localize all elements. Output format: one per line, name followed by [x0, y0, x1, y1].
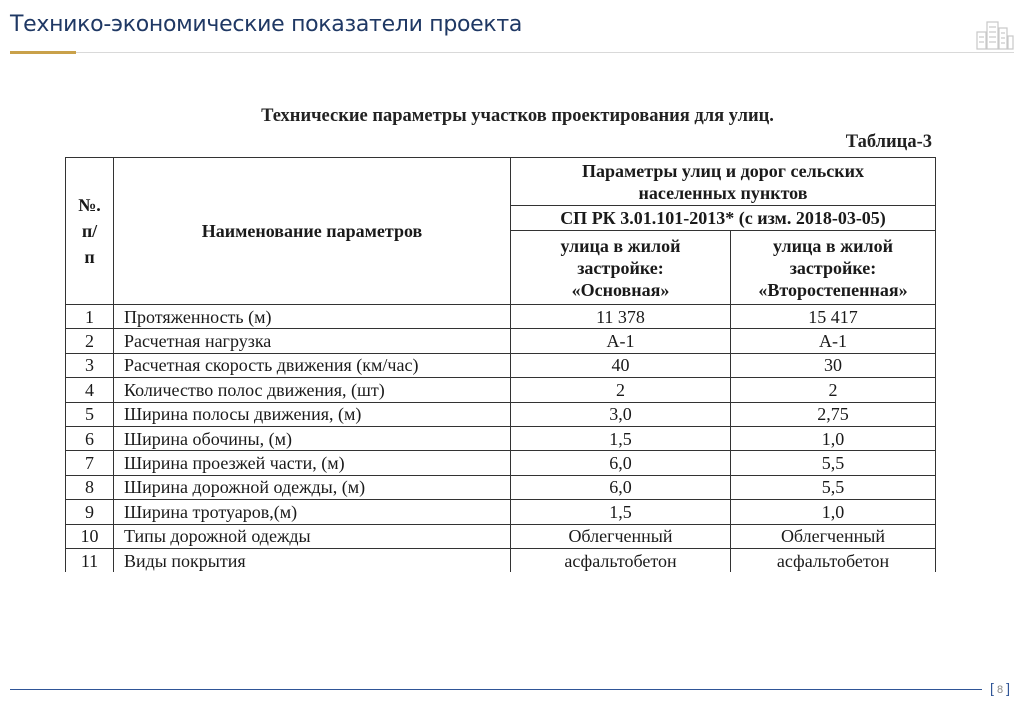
- bracket-right-icon: ]: [1006, 680, 1010, 696]
- title-underline-accent: [10, 51, 76, 54]
- row-value-secondary: А-1: [731, 329, 936, 353]
- row-parameter-name: Расчетная нагрузка: [114, 329, 511, 353]
- row-value-main: 6,0: [511, 475, 731, 499]
- row-parameter-name: Виды покрытия: [114, 548, 511, 572]
- table-label: Таблица-3: [845, 132, 932, 152]
- row-value-main: 11 378: [511, 305, 731, 329]
- table-row: [66, 353, 936, 377]
- row-value-secondary: 2: [731, 378, 936, 402]
- row-number: 2: [66, 329, 114, 353]
- row-value-secondary: 2,75: [731, 402, 936, 426]
- footer-line: [10, 689, 982, 690]
- row-value-secondary: 1,0: [731, 500, 936, 524]
- header-standard: СП РК 3.01.101-2013* (с изм. 2018-03-05): [511, 206, 936, 231]
- row-parameter-name: Типы дорожной одежды: [114, 524, 511, 548]
- row-value-secondary: Облегченный: [731, 524, 936, 548]
- row-number: 8: [66, 475, 114, 499]
- bracket-left-icon: [: [990, 680, 994, 696]
- row-value-secondary: 5,5: [731, 451, 936, 475]
- parameters-table: [65, 157, 936, 572]
- row-parameter-name: Ширина полосы движения, (м): [114, 402, 511, 426]
- table-row: [66, 475, 936, 499]
- row-value-secondary: асфальтобетон: [731, 548, 936, 572]
- page-number-value: 8: [996, 684, 1004, 696]
- row-parameter-name: Ширина тротуаров,(м): [114, 500, 511, 524]
- row-parameter-name: Ширина проезжей части, (м): [114, 451, 511, 475]
- table-row: [66, 500, 936, 524]
- row-number: 6: [66, 426, 114, 450]
- row-value-main: 40: [511, 353, 731, 377]
- row-value-main: асфальтобетон: [511, 548, 731, 572]
- row-value-main: 1,5: [511, 500, 731, 524]
- row-value-main: 1,5: [511, 426, 731, 450]
- header-col-main: улица в жилой застройке: «Основная»: [511, 231, 731, 305]
- table-row: [66, 305, 936, 329]
- slide-title: Технико-экономические показатели проекта: [10, 12, 523, 37]
- page-number: [985, 680, 1015, 696]
- table-row: [66, 378, 936, 402]
- row-value-main: 3,0: [511, 402, 731, 426]
- row-number: 9: [66, 500, 114, 524]
- row-number: 7: [66, 451, 114, 475]
- table-row: [66, 451, 936, 475]
- row-value-secondary: 30: [731, 353, 936, 377]
- row-parameter-name: Ширина дорожной одежды, (м): [114, 475, 511, 499]
- row-parameter-name: Протяженность (м): [114, 305, 511, 329]
- row-number: 4: [66, 378, 114, 402]
- table-row: [66, 426, 936, 450]
- table-row: [66, 524, 936, 548]
- building-icon: [974, 18, 1014, 50]
- row-value-main: 2: [511, 378, 731, 402]
- row-value-secondary: 15 417: [731, 305, 936, 329]
- title-underline: [76, 52, 1014, 53]
- row-number: 5: [66, 402, 114, 426]
- row-number: 1: [66, 305, 114, 329]
- table-row: [66, 548, 936, 572]
- row-value-secondary: 5,5: [731, 475, 936, 499]
- row-value-main: 6,0: [511, 451, 731, 475]
- header-group: Параметры улиц и дорог сельских населенных пунктов: [511, 158, 936, 206]
- header-num: №. п/ п: [66, 158, 114, 305]
- row-value-main: А-1: [511, 329, 731, 353]
- row-parameter-name: Количество полос движения, (шт): [114, 378, 511, 402]
- row-value-secondary: 1,0: [731, 426, 936, 450]
- header-name: Наименование параметров: [114, 158, 511, 305]
- table-row: [66, 402, 936, 426]
- row-value-main: Облегченный: [511, 524, 731, 548]
- row-number: 10: [66, 524, 114, 548]
- row-parameter-name: Расчетная скорость движения (км/час): [114, 353, 511, 377]
- row-number: 3: [66, 353, 114, 377]
- header-col-secondary: улица в жилой застройке: «Второстепенная»: [731, 231, 936, 305]
- row-number: 11: [66, 548, 114, 572]
- table-row: [66, 329, 936, 353]
- document-title: Технические параметры участков проектирования для улиц.: [261, 106, 774, 126]
- row-parameter-name: Ширина обочины, (м): [114, 426, 511, 450]
